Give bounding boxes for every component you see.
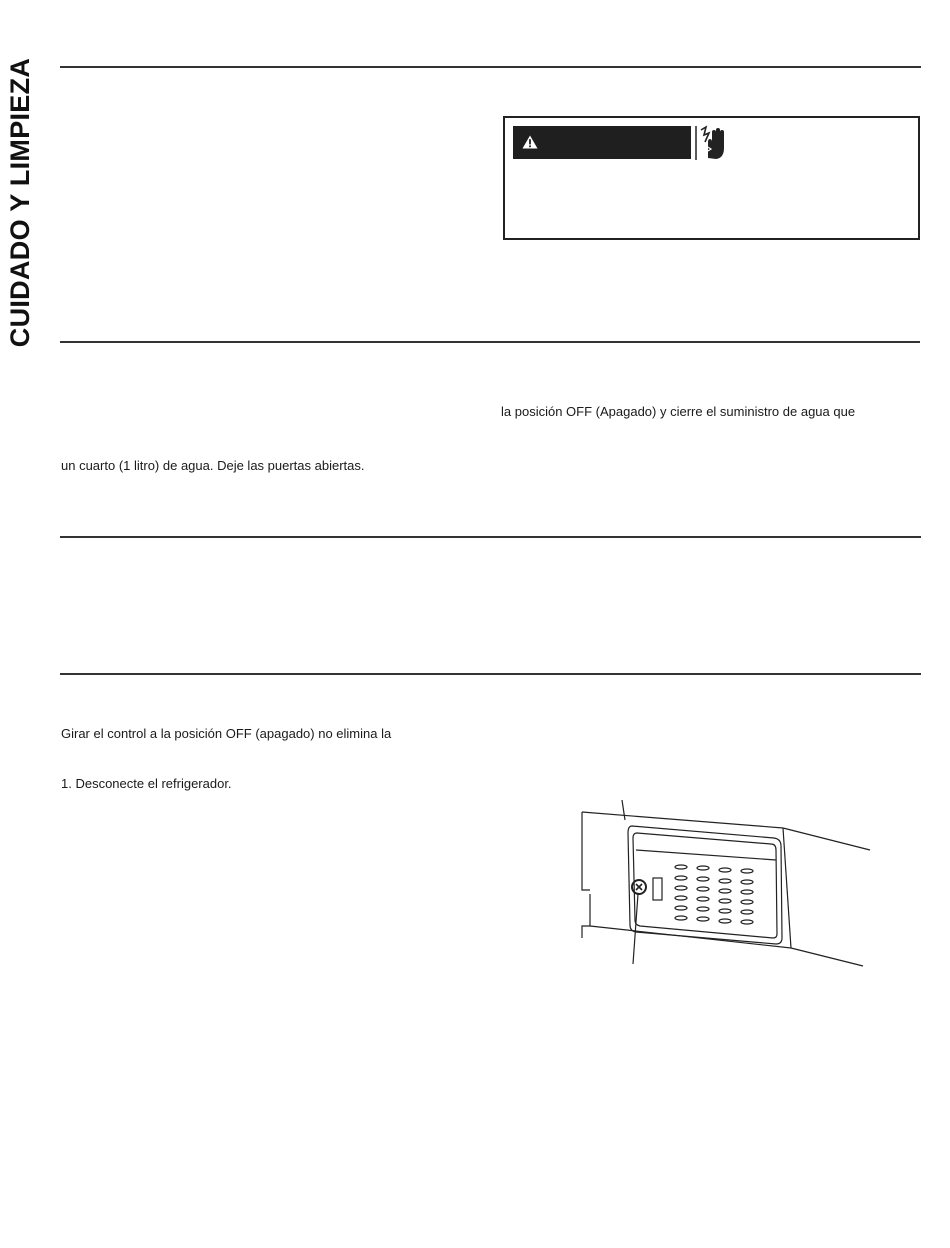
electric-shock-hand-icon (695, 124, 729, 162)
warning-label-bar (513, 126, 691, 159)
control-off-text: Girar el control a la posición OFF (apagado) no elimina la (61, 726, 392, 741)
top-divider (60, 66, 921, 68)
water-shutoff-text: la posición OFF (Apagado) y cierre el suministro de agua que (501, 404, 856, 419)
step-1-text: 1. Desconecte el refrigerador. (61, 776, 232, 791)
light-cover-screw-diagram (578, 798, 873, 970)
divider-2 (60, 341, 920, 343)
warning-box (503, 116, 920, 240)
water-quart-text: un cuarto (1 litro) de agua. Deje las puertas abiertas. (61, 458, 365, 473)
divider-4 (60, 673, 921, 675)
section-tab (4, 30, 38, 375)
section-tab-title: CUIDADO Y LIMPIEZA (5, 57, 36, 348)
divider-3 (60, 536, 921, 538)
warning-triangle-icon (522, 135, 538, 149)
